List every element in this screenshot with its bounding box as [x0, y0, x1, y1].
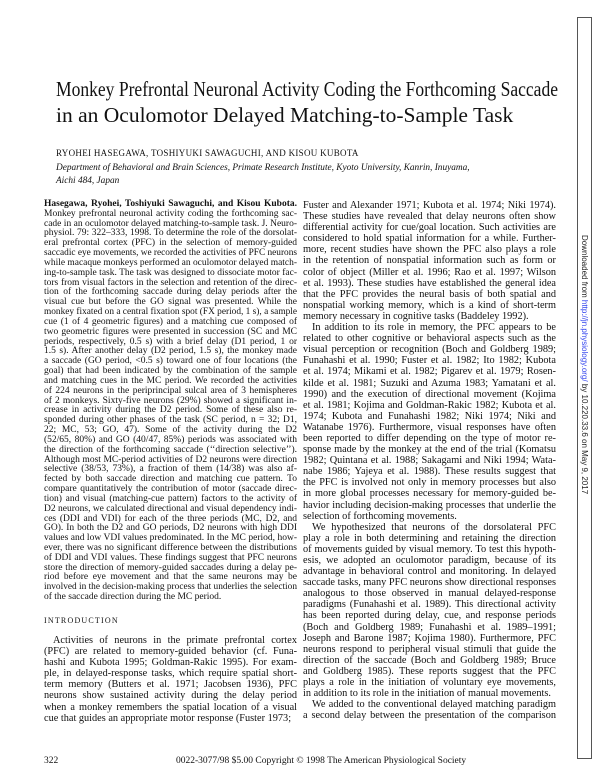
text-line: physiol. 79: 322–333, 1998. To determine the role of the dorsolat-: [44, 228, 297, 239]
text-line: Hasegawa, Ryohei, Toshiyuki Sawaguchi, and Kisou Kubota.: [44, 199, 297, 209]
text-line: ing-to-sample task. The task was designed to dissociate motor fac-: [44, 267, 297, 278]
text-line: periods, respectively, 0.5 s) with a brief delay (D1 period, 1 or: [44, 336, 297, 347]
text-line: visual perception or recognition (Boch and Goldberg 1989;: [303, 344, 556, 356]
text-line: We added to the conventional delayed matching paradigm: [312, 699, 556, 711]
text-line: et al. 1981; Kojima and Goldman-Rakic 1982; Kubota et al.: [303, 399, 556, 411]
text-line: play a role in both determining and retaining the direction: [303, 532, 556, 544]
text-line: et al. 1974; Mikami et al. 1982; Pigarev et al. 1979; Rosen-: [303, 366, 556, 378]
text-line: cue that guides an appropriate motor response (Fuster 1973;: [44, 712, 292, 724]
text-line: the direction of the forthcoming saccade (‘‘direction selective’’).: [44, 444, 297, 455]
text-line: color of object (Miller et al. 1996; Rao et al. 1997; Wilson: [303, 266, 556, 278]
text-line: the PFC is involved not only in memory processes but also: [303, 477, 556, 489]
text-line: in the retention of nonspatial information such as form or: [303, 255, 556, 267]
text-line: saccadic eye movements, we recorded the activities of PFC neurons: [44, 248, 297, 259]
affiliation: [56, 162, 556, 188]
text-line: of the saccade direction during the MC period.: [44, 592, 222, 603]
text-line: We hypothesized that neurons of the dorsolateral PFC: [312, 521, 556, 533]
download-prefix: Downloaded from: [580, 235, 589, 300]
text-line: tion) and visual (matching-cue pattern) factors to the activity of: [44, 493, 297, 504]
text-line: These studies have revealed that delay neurons often show: [303, 211, 556, 223]
text-line: GO). In both the D2 and GO periods, D2 neurons with high DDI: [44, 523, 297, 534]
text-line: Activities of neurons in the primate prefrontal cortex: [53, 635, 297, 646]
text-line: direction of the saccade (Boch and Goldberg 1989; Bruce: [303, 654, 556, 666]
text-line: In addition to its role in memory, the PFC appears to be: [312, 322, 556, 334]
text-line: related to other cognitive or behavioral aspects such as the: [303, 333, 556, 345]
text-line: (Boch and Goldberg 1989; Funahashi et al. 1989–1991;: [303, 621, 556, 633]
text-line: eral prefrontal cortex (PFC) in the selection of memory-guided: [44, 238, 297, 249]
text-line: of movements guided by visual memory. To test this hypoth-: [303, 543, 556, 555]
text-line: hashi and Kubota 1995; Goldman-Rakic 1995). For exam-: [44, 657, 297, 669]
text-line: advantage in behavioral control and monitoring. In delayed: [303, 566, 556, 578]
text-line: cade in an oculomotor delayed matching-to-sample task. J. Neuro-: [44, 218, 297, 229]
text-line: and matching cues in the MC period. We recorded the activities: [44, 375, 297, 386]
text-line: nabe 1986; Yajeya et al. 1988). These results suggest that: [303, 466, 556, 478]
text-line: when a monkey remembers the spatial location of a visual: [44, 701, 297, 713]
text-line: ces (DDI and VDI) for each of the three periods (MC, D2, and: [44, 513, 297, 524]
text-line: neurons show sustained activity during the delay period: [44, 690, 297, 702]
text-line: term memory (Butters et al. 1971; Jacobsen 1936), PFC: [44, 679, 297, 691]
article-title: [56, 76, 561, 128]
section-heading-introduction: INTRODUCTION: [44, 616, 119, 625]
text-line: Watanabe 1976). Furthermore, visual responses have often: [303, 421, 556, 433]
text-line: in addition to its role in the initiation of manual movements.: [303, 688, 551, 700]
affiliation-line: Aichi 484, Japan: [56, 176, 120, 186]
author-list: RYOHEI HASEGAWA, TOSHIYUKI SAWAGUCHI, AND KISOU KUBOTA: [56, 148, 359, 158]
text-line: considered to hold spatial information for a while. Further-: [303, 233, 556, 245]
text-line: of DDI and VDI values. These findings suggest that PFC neurons: [44, 552, 297, 563]
text-line: monkey fixated on a central fixation spot (FX period, 1 s), a sample: [44, 307, 297, 318]
text-line: kilde et al. 1981; Suzuki and Azuma 1983; Yamatani et al.: [303, 377, 556, 389]
journal-link[interactable]: http://jn.physiology.org/: [580, 299, 589, 382]
text-line: involved in the decision-making process that underlies the selection: [44, 582, 297, 593]
download-suffix: by 10.220.33.6 on May 9, 2017: [580, 381, 589, 495]
text-line: saccade tasks, many PFC neurons show directional responses: [303, 577, 556, 589]
download-notice: [580, 235, 589, 494]
text-line: Monkey prefrontal neuronal activity coding the forthcoming sac-: [44, 208, 297, 219]
text-line: neurons respond to peripheral visual stimuli that guide the: [303, 643, 556, 655]
text-line: two geometric figures were presented in succession (SC and MC: [44, 326, 297, 337]
text-line: esis, we adopted an oculomotor paradigm, because of its: [303, 555, 556, 566]
introduction-text: [44, 635, 297, 724]
abstract: [44, 200, 297, 603]
text-line: havior including decision-making processes that underlie the: [303, 499, 556, 511]
text-line: paradigms (Funahashi et al. 1989). This directional activity: [303, 599, 556, 611]
text-line: of 2 monkeys. Sixty-five neurons (29%) showed a significant in-: [44, 395, 297, 406]
text-line: D2 neurons, we calculated directional and visual dependency indi-: [44, 503, 297, 514]
text-line: sponded during other phases of the task (SC period, n = 32; D1,: [44, 415, 297, 426]
page-number: 322: [44, 756, 59, 766]
text-line: goal) that had been indicated by the combination of the sample: [44, 366, 297, 377]
title-line: Monkey Prefrontal Neuronal Activity Coding the Forthcoming Saccade: [56, 77, 558, 101]
text-line: of 224 neurons in the periprincipal sulcal area of 3 hemispheres: [44, 385, 297, 396]
text-line: been reported to differ depending on the type of motor re-: [303, 432, 556, 444]
text-line: ple, in delayed-response tasks, which require spatial short-: [44, 668, 297, 680]
text-line: in more global processes necessary for memory-guided be-: [303, 488, 556, 500]
text-line: 1.5 s). After another delay (D2 period, 1.5 s), the monkey made: [44, 346, 297, 357]
text-line: (PFC) are related to memory-guided behavior (cf. Funa-: [44, 646, 297, 658]
text-line: plays a role in the initiation of voluntary eye movements,: [303, 677, 556, 689]
text-line: more, recent studies have shown the PFC also plays a role: [303, 244, 556, 256]
text-line: has been reported during delay, cue, and response periods: [303, 610, 556, 622]
text-line: tors from visual factors in the selection and retention of the direc-: [44, 277, 297, 288]
text-line: visual cue but before the GO signal was presented. While the: [44, 297, 297, 308]
text-line: 1974; Kubota and Funahashi 1982; Niki 1974; Niki and: [303, 410, 556, 422]
text-line: selective (38/53, 73%), a fraction of them (14/38) was also af-: [44, 464, 297, 475]
text-line: 22; MC, 53; GO, 47). Some of the activity during the D2: [44, 425, 297, 436]
right-column-text: [303, 200, 556, 721]
text-line: Although most MC-period activities of D2 neurons were direction: [44, 454, 297, 465]
text-line: Fuster and Alexander 1971; Kubota et al. 1974; Niki 1974).: [303, 200, 556, 211]
text-line: et al. 1993). These studies have established the general idea: [303, 277, 556, 289]
text-line: sponse made by the monkey at the end of the trial (Komatsu: [303, 444, 556, 456]
title-line: in an Oculomotor Delayed Matching-to-Sample Task: [56, 103, 514, 127]
text-line: ever, there was no significant difference between the distributions: [44, 542, 297, 553]
text-line: selection of forthcoming movements.: [303, 510, 457, 522]
text-line: memory necessary in cognitive tasks (Baddeley 1992).: [303, 310, 529, 322]
text-line: a second delay between the presentation of the comparison: [303, 710, 556, 722]
affiliation-line: Department of Behavioral and Brain Sciences, Primate Research Institute, Kyoto University, Kanrin, Inuyama,: [56, 163, 470, 173]
text-line: Joseph and Barone 1987; Kojima 1980). Furthermore, PFC: [303, 632, 556, 644]
text-line: while macaque monkeys performed an oculomotor delayed match-: [44, 257, 297, 268]
text-line: analogous to those observed in manual delayed-response: [303, 588, 556, 600]
text-line: crease in activity during the D2 period. Some of these also re-: [44, 405, 297, 416]
text-line: 1982; Quintana et al. 1988; Sakagami and Niki 1994; Wata-: [303, 455, 556, 467]
copyright-notice: 0022-3077/98 $5.00 Copyright © 1998 The American Physiological Society: [176, 756, 467, 766]
text-line: nonspatial working memory, which is a kind of short-term: [303, 299, 556, 311]
text-line: (52/65, 80%) and GO (40/47, 85%) periods was associated with: [44, 434, 297, 445]
text-line: Funahashi et al. 1990; Fuster et al. 1982; Ito 1982; Kubota: [303, 355, 556, 367]
text-line: compare quantitatively the contribution of motor (saccade direc-: [44, 484, 297, 495]
text-line: differential activity for cue/goal location. Such activities are: [303, 222, 556, 234]
text-line: riod before eye movement and that the same neurons may be: [44, 572, 297, 583]
text-line: fected by both saccade direction and matching cue pattern. To: [44, 474, 297, 485]
text-line: 1990) and the execution of directional movement (Kojima: [303, 388, 556, 400]
text-line: a saccade (GO period, <0.5 s) toward one of four locations (the: [44, 356, 297, 367]
text-line: store the direction of memory-guided saccades during a delay pe-: [44, 562, 297, 573]
text-line: cue (1 of 4 geometric figures) and a matching cue composed of: [44, 316, 297, 327]
text-line: values and low VDI values predominated. In the MC period, how-: [44, 533, 297, 544]
text-line: tion of the forthcoming saccade during delay periods after the: [44, 287, 297, 298]
text-line: that the PFC provides the neural basis of both spatial and: [303, 288, 556, 300]
text-line: and Goldberg 1985). These reports suggest that the PFC: [303, 665, 556, 677]
